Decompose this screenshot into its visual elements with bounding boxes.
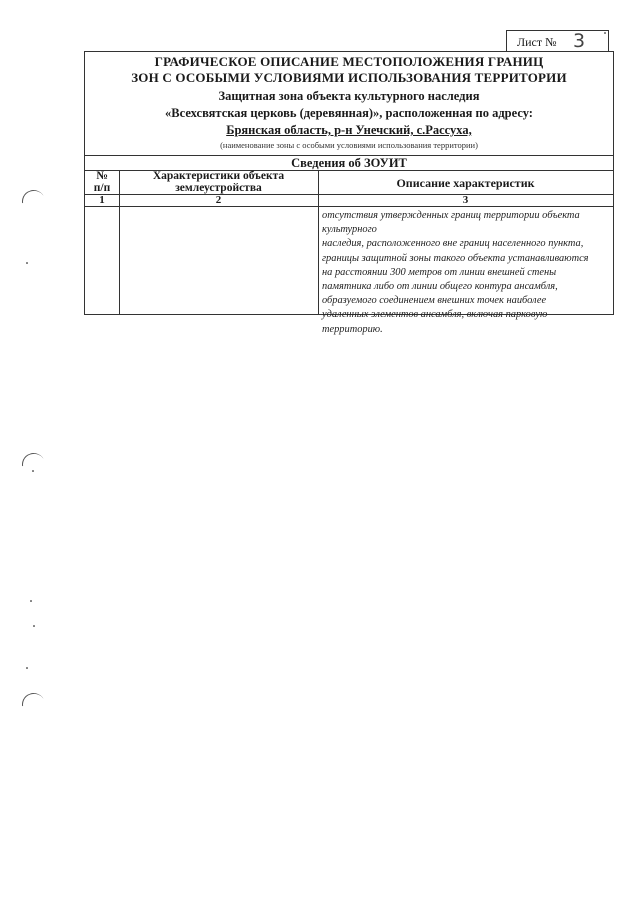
description-line: культурного	[322, 224, 377, 236]
zone-name-line-1: Защитная зона объекта культурного наследия	[218, 89, 480, 103]
column-number-2: 2	[215, 194, 222, 206]
description-line: памятника либо от линии общего контура ансамбля,	[322, 281, 558, 293]
column-number-3: 3	[462, 194, 469, 206]
sheet-label: Лист №	[517, 35, 557, 49]
scan-speck	[26, 262, 28, 264]
sheet-number-box	[506, 30, 609, 52]
punch-hole-mark	[19, 690, 48, 719]
description-line: границы защитной зоны такого объекта устанавливаются	[322, 252, 589, 264]
document-header	[85, 52, 613, 155]
description-line: отсутствия утвержденных границ территории объекта	[322, 210, 580, 221]
document-title-line-2: ЗОН С ОСОБЫМИ УСЛОВИЯМИ ИСПОЛЬЗОВАНИЯ ТЕРРИТОРИИ	[131, 70, 567, 85]
zone-caption: (наименование зоны с особыми условиями использования территории)	[220, 140, 478, 150]
scan-speck	[30, 600, 32, 602]
scan-speck	[32, 470, 34, 472]
column-header-number: № п/п	[93, 170, 111, 194]
scan-speck	[26, 667, 28, 669]
table-rule	[318, 170, 319, 314]
punch-hole-mark	[19, 187, 48, 216]
document-form	[84, 51, 614, 335]
scan-speck	[33, 625, 35, 627]
description-line: на расстоянии 300 метров от линии внешней стены	[322, 266, 557, 278]
column-header-description: Описание характеристик	[396, 176, 535, 190]
description-cell	[322, 209, 610, 337]
document-title-line-1: ГРАФИЧЕСКОЕ ОПИСАНИЕ МЕСТОПОЛОЖЕНИЯ ГРАНИЦ	[154, 54, 544, 69]
zone-name-line-2: «Всехсвятская церковь (деревянная)», расположенная по адресу:	[165, 106, 533, 120]
punch-hole-mark	[19, 450, 48, 479]
description-line: образуемого соединением внешних точек наиболее	[322, 295, 547, 307]
zone-address: Брянская область, р-н Унечский, с.Рассуха,	[226, 123, 472, 137]
description-line: наследия, расположенного вне границ населенного пункта,	[322, 238, 584, 250]
section-title: Сведения об ЗОУИТ	[291, 156, 407, 170]
sheet-number: 3	[573, 30, 586, 52]
description-line: удаленных элементов ансамбля, включая парковую	[322, 309, 548, 321]
column-header-characteristics: Характеристики объекта землеустройства	[152, 170, 285, 194]
column-number-1: 1	[99, 194, 105, 206]
zouit-table	[85, 155, 613, 335]
description-line: территорию.	[322, 323, 383, 335]
